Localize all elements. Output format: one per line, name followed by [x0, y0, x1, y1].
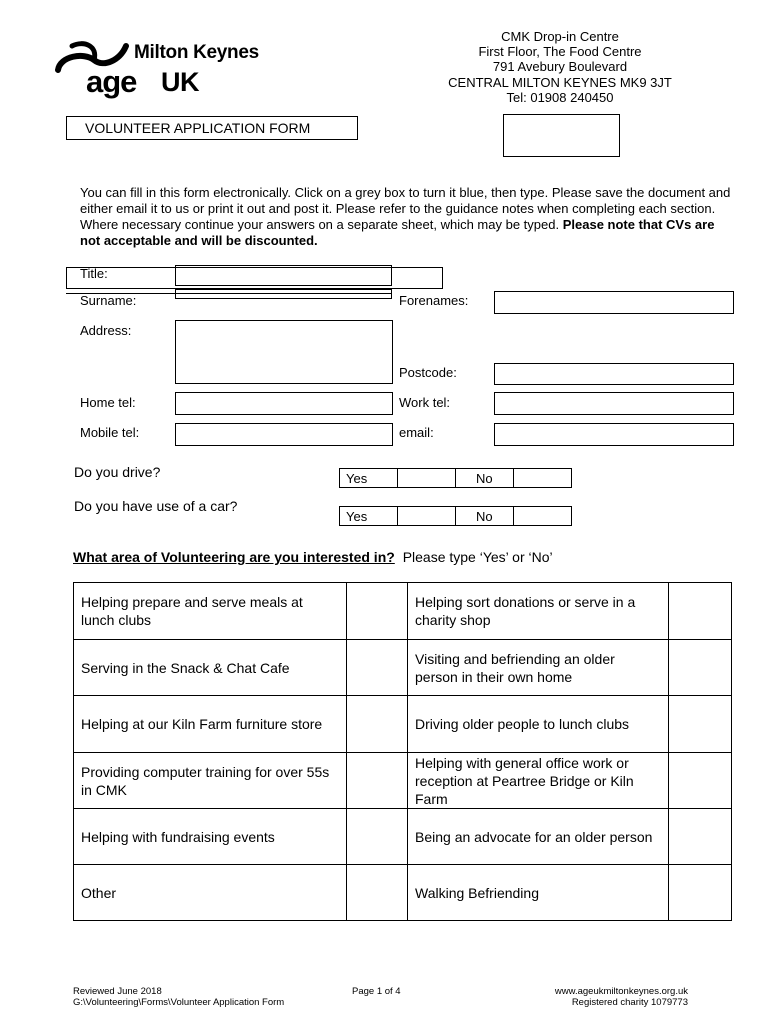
form-title: VOLUNTEER APPLICATION FORM: [85, 120, 311, 136]
drive-yes-box[interactable]: [398, 469, 456, 488]
address-label: Address:: [80, 323, 132, 338]
area-option: Helping prepare and serve meals at lunch clubs: [74, 583, 347, 640]
logo-text-age: age: [86, 64, 137, 99]
footer-website: www.ageukmiltonkeynes.org.uk: [554, 986, 688, 997]
email-label: email:: [399, 425, 434, 440]
table-row: [74, 640, 732, 696]
car-question: Do you have use of a car?: [74, 498, 238, 514]
footer-path: G:\Volunteering\Forms\Volunteer Application Form: [73, 997, 285, 1008]
area-option: Being an advocate for an older person: [408, 809, 669, 865]
area-answer-box[interactable]: [346, 809, 407, 865]
area-option: Helping at our Kiln Farm furniture store: [74, 696, 347, 753]
volunteering-areas-table: [73, 582, 732, 921]
drive-no-box[interactable]: [514, 469, 572, 488]
surname-input[interactable]: [175, 289, 392, 299]
home-tel-label: Home tel:: [80, 395, 136, 410]
area-option: Driving older people to lunch clubs: [408, 696, 669, 753]
footer-charity: Registered charity 1079773: [571, 997, 688, 1008]
address-line: First Floor, The Food Centre: [478, 44, 642, 60]
car-yes-label: Yes: [340, 507, 398, 526]
mobile-tel-label: Mobile tel:: [80, 425, 140, 440]
areas-heading-row: [73, 549, 553, 565]
area-answer-box[interactable]: [668, 753, 731, 809]
address-line: Tel: 01908 240450: [506, 89, 614, 105]
car-no-label: No: [456, 507, 514, 526]
title-label: Title:: [80, 266, 108, 281]
footer-right: [520, 986, 688, 1008]
area-option: Other: [74, 865, 347, 921]
area-answer-box[interactable]: [668, 809, 731, 865]
age-uk-logo: [52, 34, 287, 104]
area-answer-box[interactable]: [346, 753, 407, 809]
address-input[interactable]: [175, 320, 393, 384]
forenames-label: Forenames:: [399, 293, 469, 308]
title-input[interactable]: [175, 265, 392, 286]
postcode-label: Postcode:: [399, 365, 457, 380]
area-answer-box[interactable]: [668, 865, 731, 921]
work-tel-input[interactable]: [494, 392, 734, 415]
drive-yes-no: [339, 468, 572, 488]
footer-page: Page 1 of 4: [352, 986, 401, 997]
drive-no-label: No: [456, 469, 514, 488]
area-answer-box[interactable]: [668, 696, 731, 753]
address-line: CMK Drop-in Centre: [501, 29, 619, 44]
area-option: Helping with general office work or reception at Peartree Bridge or Kiln Farm: [408, 753, 669, 809]
footer-left: [73, 986, 284, 1008]
centre-address: [400, 29, 720, 105]
area-answer-box[interactable]: [346, 696, 407, 753]
areas-instruction: Please type ‘Yes’ or ‘No’: [402, 549, 553, 565]
area-option: Providing computer training for over 55s in CMK: [74, 753, 347, 809]
table-row: [74, 583, 732, 640]
car-yes-no: [339, 506, 572, 526]
table-row: [74, 865, 732, 921]
address-line: 791 Avebury Boulevard: [492, 59, 628, 75]
work-tel-label: Work tel:: [399, 395, 451, 410]
reference-box[interactable]: [503, 114, 620, 157]
home-tel-input[interactable]: [175, 392, 393, 415]
mobile-tel-input[interactable]: [175, 423, 393, 446]
area-answer-box[interactable]: [346, 640, 407, 696]
area-option: Walking Befriending: [408, 865, 669, 921]
car-no-box[interactable]: [514, 507, 572, 526]
area-option: Helping with fundraising events: [74, 809, 347, 865]
table-row: [74, 696, 732, 753]
email-input[interactable]: [494, 423, 734, 446]
intro-text: You can fill in this form electronically. Click on a grey box to turn it blue, then type. Please save the document and either email it to us or print it out and post it. Please refer to the guidance notes when completing each section. Where necessary continue your answers on a separate sheet, which may be typed.: [80, 185, 731, 232]
surname-label: Surname:: [80, 293, 137, 308]
area-answer-box[interactable]: [668, 583, 731, 640]
car-yes-box[interactable]: [398, 507, 456, 526]
area-answer-box[interactable]: [346, 865, 407, 921]
area-option: Visiting and befriending an older person in their own home: [408, 640, 669, 696]
footer-reviewed: Reviewed June 2018: [73, 986, 162, 997]
area-answer-box[interactable]: [668, 640, 731, 696]
intro-warning: Please note that CVs are not acceptable and will be discounted.: [80, 217, 715, 248]
logo-text-milton-keynes: Milton Keynes: [134, 42, 259, 63]
area-option: Serving in the Snack & Chat Cafe: [74, 640, 347, 696]
area-answer-box[interactable]: [346, 583, 407, 640]
postcode-input[interactable]: [494, 363, 734, 385]
table-row: [74, 753, 732, 809]
drive-yes-label: Yes: [340, 469, 398, 488]
table-row: [74, 809, 732, 865]
area-option: Helping sort donations or serve in a charity shop: [408, 583, 669, 640]
forenames-input[interactable]: [494, 291, 734, 314]
intro-paragraph: [80, 185, 735, 249]
areas-heading: What area of Volunteering are you interested in?: [73, 549, 395, 565]
form-title-box: [66, 116, 358, 140]
logo-text-uk: UK: [161, 67, 199, 97]
drive-question: Do you drive?: [74, 464, 161, 480]
address-line: CENTRAL MILTON KEYNES MK9 3JT: [448, 74, 672, 90]
